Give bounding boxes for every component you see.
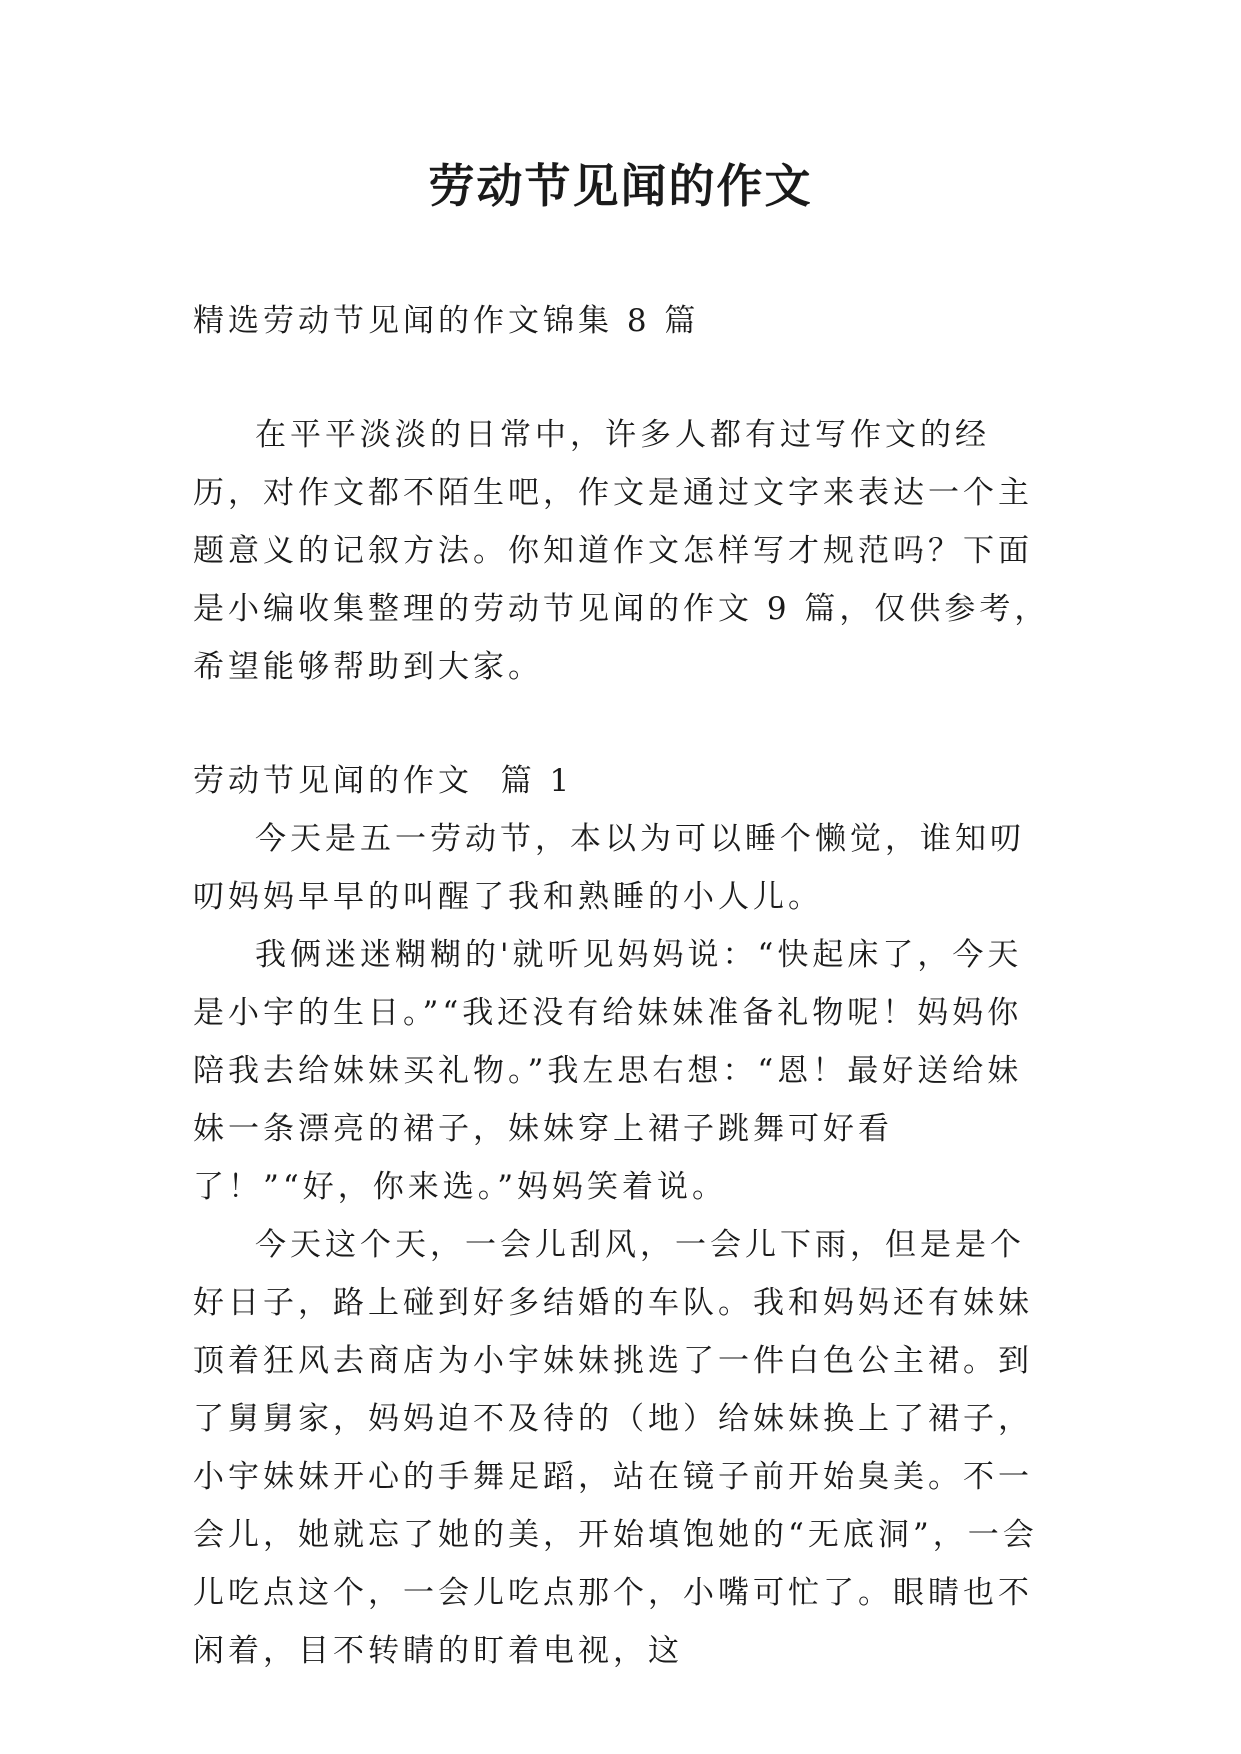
document-title: 劳动节见闻的作文 xyxy=(428,159,813,213)
body-paragraph: 我俩迷迷糊糊的'就听见妈妈说：“快起床了，今天是小宇的生日。”“我还没有给妹妹准备礼物呢！妈妈你陪我去给妹妹买礼物。”我左思右想：“恩！最好送给妹妹一条漂亮的裙子，妹妹穿上裙子跳舞可好看了！”“好，你来选。”妈妈笑着说。 xyxy=(193,937,1023,1205)
body-paragraph: 今天是五一劳动节，本以为可以睡个懒觉，谁知叨叨妈妈早早的叫醒了我和熟睡的小人儿。 xyxy=(193,821,1025,915)
intro-paragraph: 在平平淡淡的日常中，许多人都有过写作文的经历，对作文都不陌生吧，作文是通过文字来表达一个主题意义的记叙方法。你知道作文怎样写才规范吗？下面是小编收集整理的劳动节见闻的作文 9 篇，仅供参考，希望能够帮助到大家。 xyxy=(193,417,1050,685)
section-heading: 劳动节见闻的作文 篇 1 xyxy=(193,763,574,799)
body-paragraph: 今天这个天，一会儿刮风，一会儿下雨，但是是个好日子，路上碰到好多结婚的车队。我和妈妈还有妹妹顶着狂风去商店为小宇妹妹挑选了一件白色公主裙。到了舅舅家，妈妈迫不及待的（地）给妹妹换上了裙子，小宇妹妹开心的手舞足蹈，站在镜子前开始臭美。不一会儿，她就忘了她的美，开始填饱她的“无底洞”，一会儿吃点这个，一会儿吃点那个，小嘴可忙了。眼睛也不闲着，目不转睛的盯着电视，这 xyxy=(193,1227,1038,1669)
document-subtitle: 精选劳动节见闻的作文锦集 8 篇 xyxy=(193,303,700,339)
document-body xyxy=(193,292,1053,1680)
